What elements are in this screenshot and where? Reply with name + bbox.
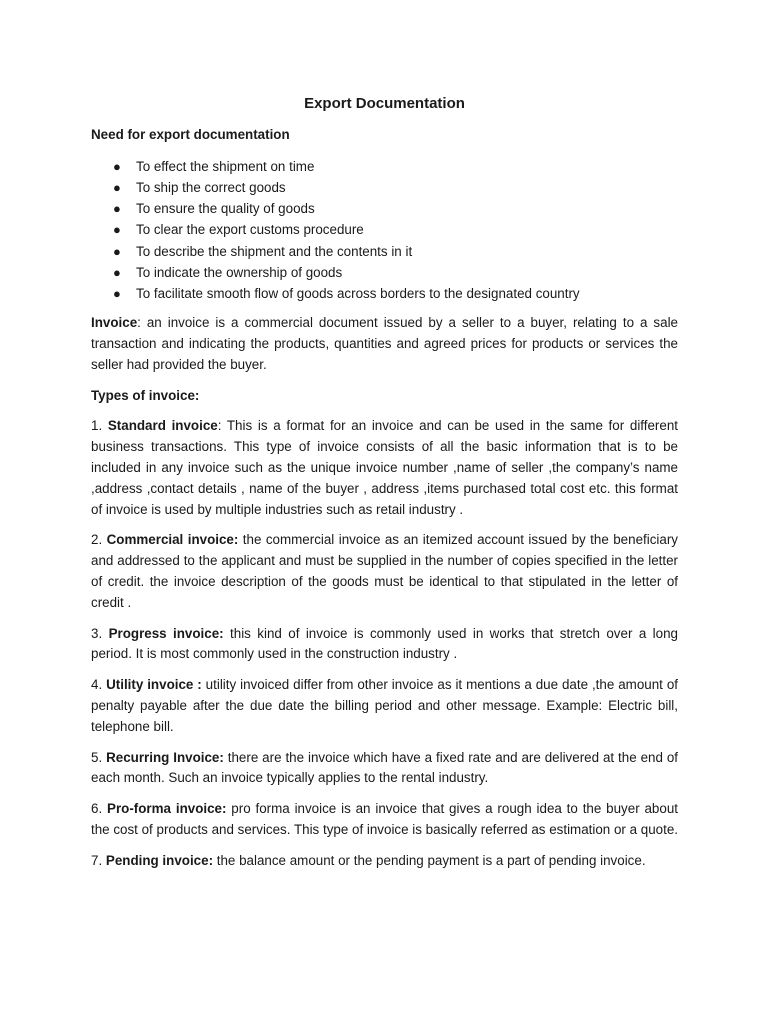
type-term: Commercial invoice: xyxy=(106,532,239,548)
type-term: Pro-forma invoice: xyxy=(107,801,227,817)
need-list xyxy=(91,156,678,304)
type-text: utility invoiced differ from other invoice as it mentions a due date ,the amount of penalty payable after the due date the billing period and other message. Example: Electric bill, telephone bill. xyxy=(91,677,678,734)
bullet-icon: ● xyxy=(113,201,121,217)
type-number: 4. xyxy=(91,677,107,693)
type-number: 5. xyxy=(91,749,107,765)
type-number: 2. xyxy=(91,532,107,548)
invoice-type-commercial xyxy=(91,530,678,613)
type-text: the balance amount or the pending payment is a part of pending invoice. xyxy=(213,852,646,868)
list-item-text: To ship the correct goods xyxy=(136,180,286,195)
list-item-text: To indicate the ownership of goods xyxy=(136,264,343,280)
list-item-text: To ensure the quality of goods xyxy=(136,201,315,217)
document-content xyxy=(91,93,678,882)
type-number: 6. xyxy=(91,801,108,817)
list-item xyxy=(91,241,678,262)
list-item-text: To facilitate smooth flow of goods across borders to the designated country xyxy=(136,286,580,302)
invoice-type-utility xyxy=(91,675,678,737)
invoice-type-progress xyxy=(91,624,678,666)
list-item xyxy=(91,198,678,219)
type-term: Standard invoice xyxy=(107,418,218,434)
type-text: : This is a format for an invoice and can be used in the same for different business transactions. This type of invoice consists of all the basic information that is to be included in any invoice such as the unique invoice number ,name of seller ,the company’s name ,address ,contact details , name of the buyer , address ,items purchased total cost etc. this format of invoice is used by multiple industries such as retail industry . xyxy=(91,418,679,517)
type-text: pro forma invoice is an invoice that gives a rough idea to the buyer about the cost of products and services. This type of invoice is basically referred as estimation or a quote. xyxy=(91,801,678,837)
list-item xyxy=(91,283,678,304)
list-item xyxy=(91,156,678,177)
list-item xyxy=(91,219,678,240)
type-term: Progress invoice: xyxy=(108,625,224,641)
need-heading: Need for export documentation xyxy=(91,127,290,142)
bullet-icon: ● xyxy=(113,158,121,174)
type-term: Recurring Invoice: xyxy=(106,749,224,765)
type-text: the commercial invoice as an itemized account issued by the beneficiary and addressed to the applicant and must be supplied in the number of copies specified in the letter of credit. the invoice description of the goods must be identical to that stipulated in the letter of credit . xyxy=(91,532,678,610)
type-number: 1. xyxy=(91,418,108,434)
invoice-type-proforma xyxy=(91,799,678,841)
bullet-icon: ● xyxy=(113,180,121,195)
invoice-type-standard xyxy=(91,416,678,520)
list-item-text: To effect the shipment on time xyxy=(136,158,315,174)
type-text: this kind of invoice is commonly used in works that stretch over a long period. It is most commonly used in the construction industry . xyxy=(91,625,678,662)
type-text: there are the invoice which have a fixed rate and are delivered at the end of each month. Such an invoice typically applies to the rental industry. xyxy=(91,749,678,786)
list-item-text: To clear the export customs procedure xyxy=(136,222,364,238)
bullet-icon: ● xyxy=(113,264,121,280)
invoice-term: Invoice xyxy=(91,315,138,331)
bullet-icon: ● xyxy=(113,243,121,259)
list-item-text: To describe the shipment and the contents in it xyxy=(136,243,413,259)
invoice-definition xyxy=(91,313,678,375)
list-item xyxy=(91,262,678,283)
type-number: 7. xyxy=(91,852,106,868)
type-term: Utility invoice : xyxy=(106,677,202,693)
types-heading: Types of invoice: xyxy=(91,387,200,403)
page-title: Export Documentation xyxy=(304,95,465,112)
type-number: 3. xyxy=(91,625,109,641)
type-term: Pending invoice: xyxy=(105,852,214,868)
invoice-type-recurring xyxy=(91,748,678,790)
bullet-icon: ● xyxy=(113,286,121,302)
list-item xyxy=(91,177,678,198)
bullet-icon: ● xyxy=(113,222,121,238)
invoice-type-pending xyxy=(91,851,678,872)
invoice-definition-text: : an invoice is a commercial document issued by a seller to a buyer, relating to a sale transaction and indicating the products, quantities and agreed prices for products or services the seller had provided the buyer. xyxy=(91,315,678,372)
